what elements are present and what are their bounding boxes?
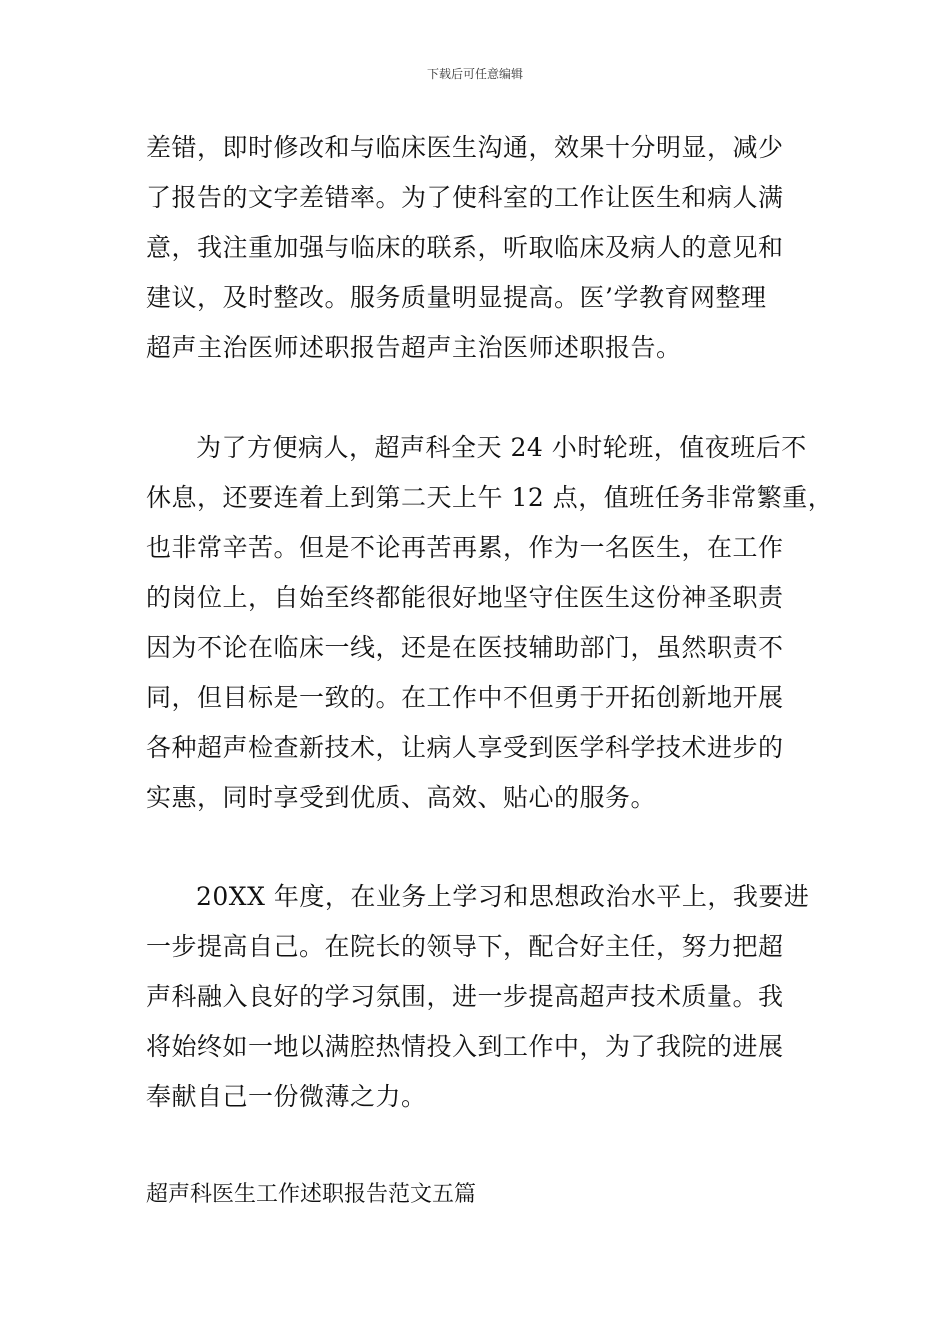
paragraph-line: 超声主治医师述职报告超声主治医师述职报告。 [146, 333, 682, 362]
paragraph-line: 也非常辛苦。但是不论再苦再累，作为一名医生，在工作 [146, 533, 784, 562]
paragraph-line: 同，但目标是一致的。在工作中不但勇于开拓创新地开展 [146, 683, 784, 712]
paragraph-line: 建议，及时整改。服务质量明显提高。医’学教育网整理 [146, 283, 767, 312]
paragraph-line: 实惠，同时享受到优质、高效、贴心的服务。 [146, 783, 657, 812]
paragraph-line: 的岗位上，自始至终都能很好地坚守住医生这份神圣职责 [146, 583, 784, 612]
paragraph-line: 各种超声检查新技术，让病人享受到医学科学技术进步的 [146, 733, 784, 762]
paragraph-line: 20XX 年度，在业务上学习和思想政治水平上，我要进 [196, 882, 810, 911]
paragraph-line: 意，我注重加强与临床的联系，听取临床及病人的意见和 [146, 233, 784, 262]
paragraph-line: 将始终如一地以满腔热情投入到工作中，为了我院的进展 [146, 1032, 784, 1061]
paragraph-line: 休息，还要连着上到第二天上午 12 点，值班任务非常繁重， [146, 483, 834, 512]
paragraph-line: 差错，即时修改和与临床医生沟通，效果十分明显，减少 [146, 133, 784, 162]
paragraph-line: 了报告的文字差错率。为了使科室的工作让医生和病人满 [146, 183, 784, 212]
paragraph-line: 为了方便病人，超声科全天 24 小时轮班，值夜班后不 [196, 433, 807, 462]
paragraph-line: 声科融入良好的学习氛围，进一步提高超声技术质量。我 [146, 982, 784, 1011]
section-title: 超声科医生工作述职报告范文五篇 [146, 1182, 477, 1207]
paragraph-line: 奉献自己一份微薄之力。 [146, 1082, 427, 1111]
page-header: 下载后可任意编辑 [426, 67, 523, 81]
paragraph-line: 一步提高自己。在院长的领导下，配合好主任，努力把超 [146, 932, 784, 961]
paragraph-line: 因为不论在临床一线，还是在医技辅助部门，虽然职责不 [146, 633, 784, 662]
